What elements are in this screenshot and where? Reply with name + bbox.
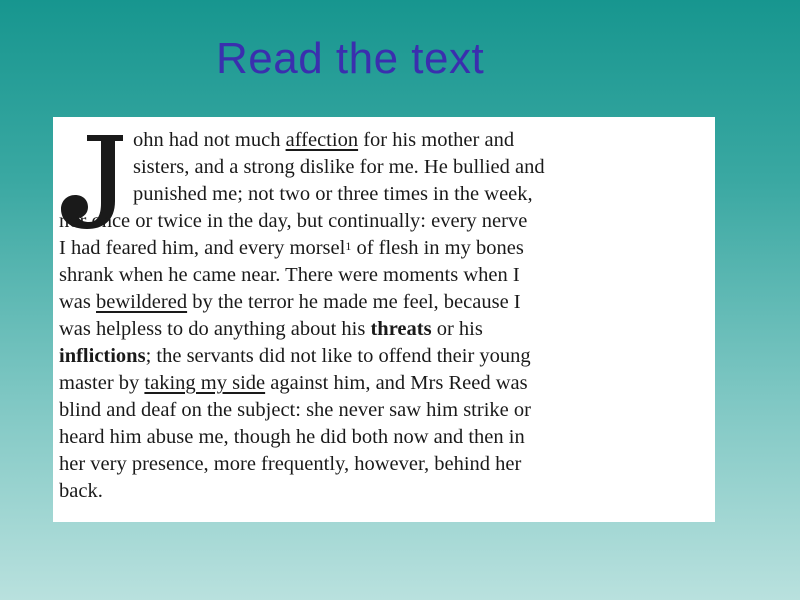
passage-line: back. xyxy=(59,480,103,502)
passage-line: nor once or twice in the day, but continually: every nerve xyxy=(59,210,528,232)
passage-line: inflictions; the servants did not like to offend their young xyxy=(59,345,531,367)
passage-line: ohn had not much affection for his mother and xyxy=(133,129,515,151)
passage-line: blind and deaf on the subject: she never saw him strike or xyxy=(59,399,531,421)
passage-line: was helpless to do anything about his threats or his xyxy=(59,318,483,340)
passage-line: master by taking my side against him, and Mrs Reed was xyxy=(59,372,528,394)
passage-line: shrank when he came near. There were moments when I xyxy=(59,264,520,286)
passage-line: punished me; not two or three times in the week, xyxy=(133,183,533,205)
passage-line: I had feared him, and every morsel$^1$ of flesh in my bones xyxy=(59,237,524,259)
passage-line: her very presence, more frequently, however, behind her xyxy=(59,453,522,475)
passage-line: was bewildered by the terror he made me feel, because I xyxy=(59,291,521,313)
text-passage-panel xyxy=(53,117,715,522)
passage-line: heard him abuse me, though he did both now and then in xyxy=(59,426,525,448)
footnote-marker: 1 xyxy=(345,239,352,253)
passage-line: sisters, and a strong dislike for me. He bullied and xyxy=(133,156,545,178)
slide-title: Read the text xyxy=(216,34,485,83)
